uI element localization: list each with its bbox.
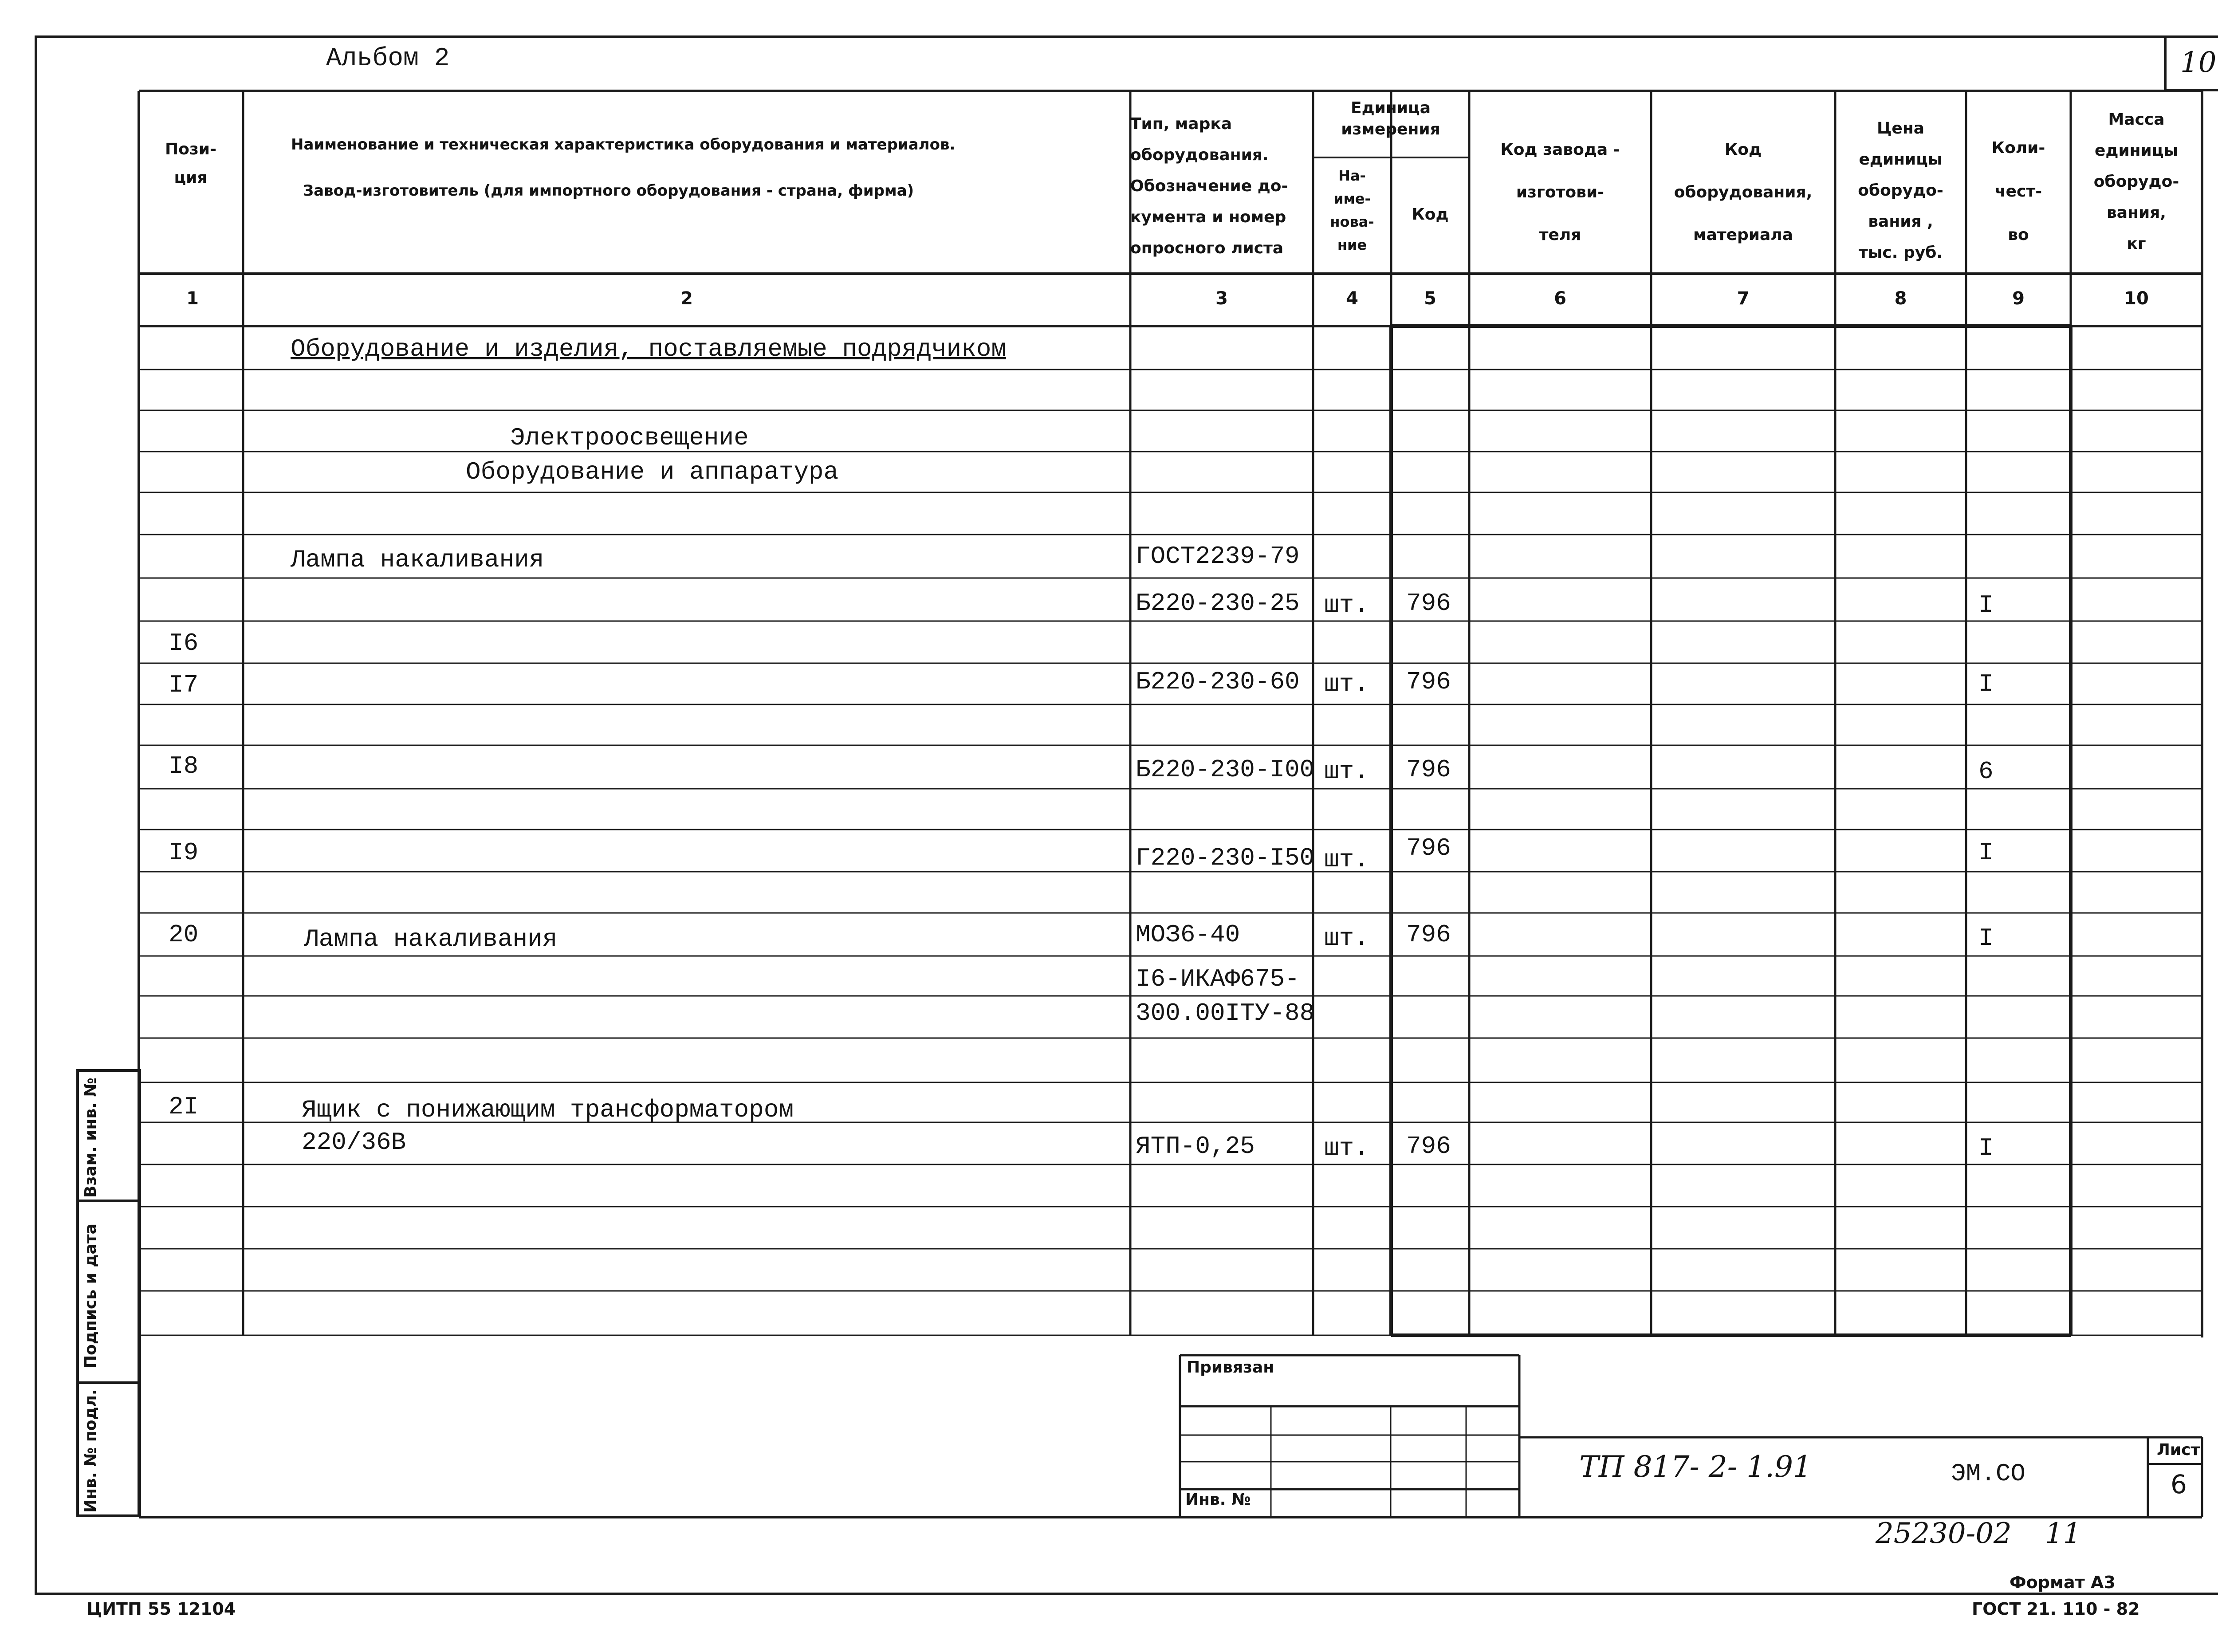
section-heading: Оборудование и изделия, поставляемые подрядчиком	[291, 335, 1007, 363]
stamp-list-number: 6	[2171, 1469, 2187, 1499]
item-code: 796	[1406, 920, 1451, 949]
header-position-line: ция	[174, 169, 208, 187]
header-unit-line: измерения	[1341, 120, 1440, 138]
handwritten-page: 11	[2045, 1517, 2081, 1550]
header-unit-line: Единица	[1351, 99, 1431, 117]
column-number: 8	[1894, 288, 1907, 309]
column-number: 3	[1215, 288, 1228, 309]
header-price-line: Цена	[1877, 119, 1924, 138]
header-unit-code: Код	[1412, 205, 1449, 224]
item-position: I7	[169, 671, 199, 699]
header-unit-name-line: нова-	[1330, 213, 1374, 230]
header-equipment-code	[1651, 129, 1835, 256]
item-quantity: I	[1978, 591, 1994, 619]
header-mass-line: единицы	[2094, 142, 2179, 160]
header-name-line2: Завод-изготовитель (для импортного оборудования - страна, фирма)	[303, 182, 914, 200]
header-type-line: Тип, марка	[1130, 115, 1232, 133]
item-position: I8	[169, 752, 199, 780]
item-position: 20	[169, 920, 199, 949]
stamp-section: ЭМ.СО	[1951, 1459, 2026, 1488]
header-price-line: вания ,	[1868, 212, 1933, 231]
header-unit-name	[1313, 164, 1391, 256]
header-quantity-line: во	[2008, 226, 2029, 244]
header-price	[1835, 113, 1966, 268]
header-mass-line: вания,	[2107, 204, 2166, 222]
header-unit-name-line: име-	[1333, 190, 1371, 207]
header-type-line: кумента и номер	[1130, 208, 1286, 226]
header-unit-name-line: На-	[1338, 167, 1366, 184]
header-factory-code	[1469, 129, 1651, 256]
header-mass-line: Масса	[2108, 110, 2165, 129]
item-type: Г220-230-I50	[1136, 844, 1315, 872]
item-type: Б220-230-I00	[1136, 755, 1315, 784]
item-type: 300.00IТУ-88	[1136, 999, 1315, 1027]
item-quantity: I	[1978, 1134, 1994, 1162]
header-type	[1130, 109, 1308, 264]
header-quantity-line: Коли-	[1991, 139, 2045, 157]
item-code: 796	[1406, 668, 1451, 696]
item-code: 796	[1406, 755, 1451, 784]
item-quantity: 6	[1978, 757, 1994, 786]
item-unit: шт.	[1324, 924, 1369, 952]
item-position: 2I	[169, 1093, 199, 1121]
stamp-privyazan: Привязан	[1187, 1358, 1274, 1377]
item-code: 796	[1406, 834, 1451, 862]
header-factory-line: изготови-	[1516, 183, 1605, 201]
header-price-line: единицы	[1859, 150, 1943, 169]
stamp-inv-no: Инв. №	[1185, 1491, 1251, 1509]
column-number: 4	[1346, 288, 1358, 309]
item-code: 796	[1406, 1132, 1451, 1160]
column-number: 6	[1554, 288, 1566, 309]
column-number: 9	[2012, 288, 2025, 309]
column-number: 10	[2124, 288, 2149, 309]
header-mass-line: оборудо-	[2093, 173, 2179, 191]
item-type: Б220-230-60	[1136, 668, 1300, 696]
item-type: ЯТП-0,25	[1136, 1132, 1255, 1160]
header-type-line: опросного листа	[1130, 239, 1284, 257]
stamp-list-label: Лист	[2157, 1441, 2200, 1459]
item-type: ГОСТ2239-79	[1136, 542, 1300, 570]
item-unit: шт.	[1324, 757, 1369, 786]
side-label-inv: Инв. № подл.	[82, 1389, 100, 1513]
item-position: I9	[169, 838, 199, 867]
column-number: 2	[680, 288, 693, 309]
column-number: 7	[1737, 288, 1750, 309]
item-type: МОЗ6-40	[1136, 920, 1240, 949]
header-mass-line: кг	[2127, 235, 2146, 253]
subsection-heading: Электроосвещение	[510, 424, 749, 452]
header-name-line1: Наименование и техническая характеристика оборудования и материалов.	[291, 136, 956, 153]
header-type-line: Обозначение до-	[1130, 177, 1288, 195]
header-quantity	[1966, 126, 2071, 257]
item-name: Лампа накаливания	[304, 925, 558, 953]
top-sheet-number: 10	[2180, 46, 2217, 79]
header-equipment-line: Код	[1724, 141, 1762, 159]
header-unit-name-line: ние	[1337, 236, 1367, 253]
header-quantity-line: чест-	[1994, 182, 2042, 201]
item-name: Лампа накаливания	[291, 546, 544, 574]
item-quantity: I	[1978, 838, 1994, 867]
subsection-heading: Оборудование и аппаратура	[466, 458, 839, 486]
footer-format: Формат А3	[2010, 1573, 2116, 1592]
handwritten-number: 25230-02	[1876, 1517, 2012, 1550]
footer-gost: ГОСТ 21. 110 - 82	[1972, 1599, 2140, 1619]
header-factory-line: Код завода -	[1500, 141, 1620, 159]
header-price-line: оборудо-	[1858, 181, 1943, 200]
column-number: 5	[1424, 288, 1436, 309]
item-code: 796	[1406, 589, 1451, 618]
header-position-line: Пози-	[165, 140, 216, 158]
item-quantity: I	[1978, 924, 1994, 952]
stamp-document-code: ТП 817- 2- 1.91	[1579, 1450, 1812, 1484]
album-label: Альбом 2	[326, 44, 450, 73]
header-equipment-line: материала	[1693, 226, 1793, 244]
item-name: Ящик с понижающим трансформатором	[302, 1096, 794, 1124]
column-number: 1	[186, 288, 199, 309]
header-factory-line: теля	[1539, 226, 1581, 244]
header-equipment-line: оборудования,	[1674, 183, 1813, 201]
item-name: 220/36В	[302, 1128, 406, 1156]
side-label-vzam: Взам. инв. №	[82, 1078, 100, 1198]
side-label-podpis: Подпись и дата	[82, 1223, 100, 1369]
item-unit: шт.	[1324, 591, 1369, 619]
header-price-line: тыс. руб.	[1858, 244, 1943, 262]
item-unit: шт.	[1324, 670, 1369, 698]
header-mass	[2071, 104, 2202, 260]
item-quantity: I	[1978, 670, 1994, 698]
footer-left: ЦИТП 55 12104	[87, 1599, 236, 1619]
item-position: I6	[169, 629, 199, 657]
header-type-line: оборудования.	[1130, 146, 1269, 164]
header-unit-group	[1313, 98, 1468, 140]
item-type: I6-ИКАФ675-	[1136, 965, 1300, 993]
header-position	[142, 135, 240, 192]
item-unit: шт.	[1324, 1134, 1369, 1162]
item-unit: шт.	[1324, 846, 1369, 874]
item-type: Б220-230-25	[1136, 589, 1300, 618]
